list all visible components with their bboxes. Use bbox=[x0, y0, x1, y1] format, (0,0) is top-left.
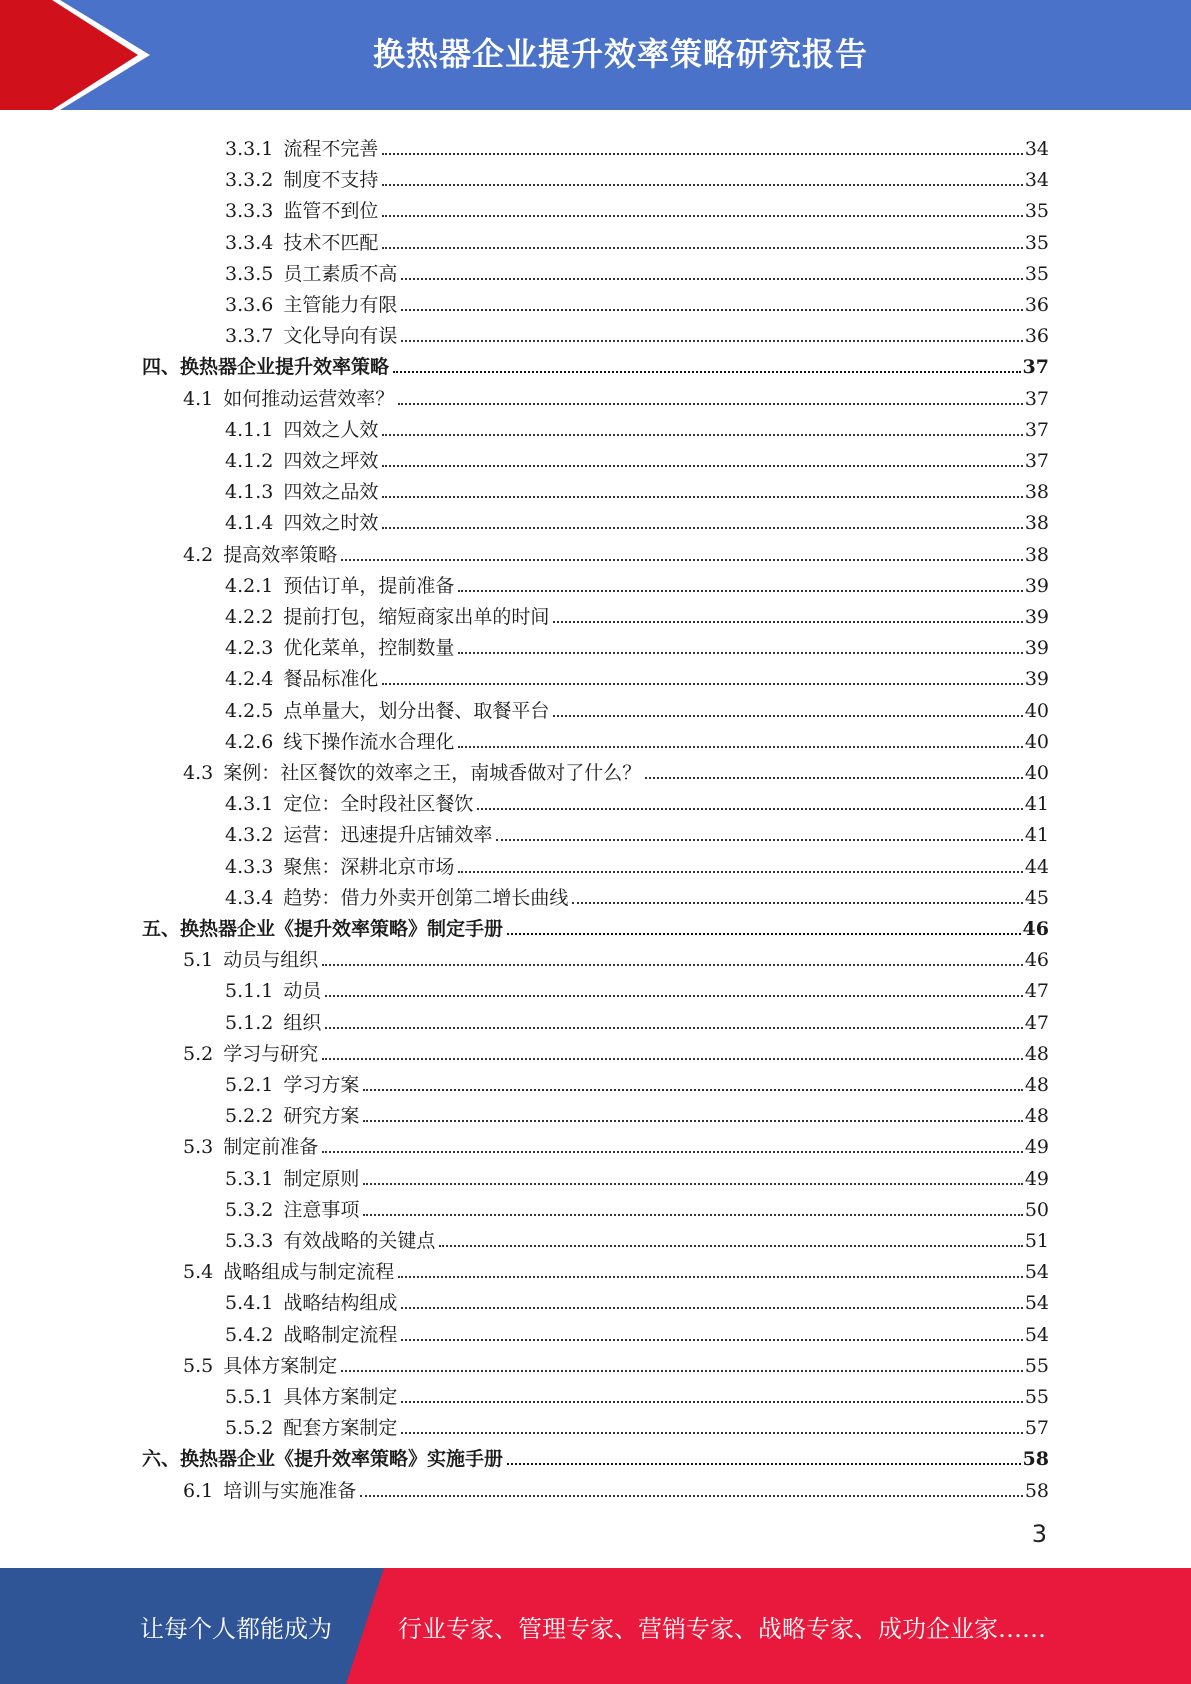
toc-number: 5.3.1 bbox=[225, 1167, 274, 1190]
toc-section[interactable] bbox=[183, 378, 1049, 409]
toc-page-number: 35 bbox=[1024, 231, 1049, 254]
toc-page-number: 39 bbox=[1024, 668, 1049, 691]
toc-page-number: 54 bbox=[1024, 1323, 1049, 1346]
toc-page-number: 51 bbox=[1024, 1230, 1049, 1252]
toc-page-number: 57 bbox=[1024, 1417, 1049, 1440]
toc-subsection[interactable] bbox=[225, 658, 1049, 689]
toc-number: 5.3.3 bbox=[225, 1230, 274, 1252]
toc-label: 提前打包，缩短商家出单的时间 bbox=[283, 606, 550, 628]
toc-page-number: 47 bbox=[1024, 980, 1049, 1003]
toc-number: 5.3 bbox=[183, 1136, 214, 1159]
toc-dot-leader bbox=[398, 403, 1023, 405]
toc-subsection[interactable] bbox=[225, 159, 1049, 190]
toc-number: 3.3.6 bbox=[225, 294, 274, 316]
toc-page-number: 45 bbox=[1024, 886, 1049, 909]
toc-subsection[interactable] bbox=[225, 190, 1049, 221]
toc-number: 4.2.6 bbox=[225, 730, 274, 753]
toc-subsection[interactable] bbox=[225, 1282, 1049, 1313]
toc-dot-leader bbox=[401, 309, 1022, 311]
toc-dot-leader bbox=[382, 465, 1022, 467]
toc-page-number: 34 bbox=[1024, 169, 1049, 192]
toc-page-number: 47 bbox=[1024, 1011, 1049, 1034]
toc-number: 5.5.1 bbox=[225, 1386, 274, 1408]
toc-page-number: 35 bbox=[1024, 200, 1049, 223]
toc-dot-leader bbox=[401, 340, 1022, 342]
toc-page-number: 44 bbox=[1024, 855, 1049, 878]
toc-page-number: 37 bbox=[1024, 418, 1049, 441]
toc-chapter[interactable] bbox=[142, 1438, 1049, 1469]
toc-dot-leader bbox=[363, 1089, 1022, 1091]
toc-number: 5.2.2 bbox=[225, 1105, 274, 1128]
toc-subsection[interactable] bbox=[225, 565, 1049, 596]
toc-dot-leader bbox=[553, 621, 1022, 623]
toc-number: 5.3.2 bbox=[225, 1198, 274, 1221]
toc-section[interactable] bbox=[183, 1033, 1049, 1064]
toc-label: 员工素质不高 bbox=[283, 262, 398, 285]
toc-label: 战略组成与制定流程 bbox=[223, 1261, 395, 1284]
toc-section[interactable] bbox=[183, 752, 1049, 783]
toc-page-number: 58 bbox=[1022, 1448, 1049, 1471]
footer-slogan-right: 行业专家、管理专家、营销专家、战略专家、成功企业家…… bbox=[398, 1614, 1046, 1643]
page-number: 3 bbox=[1031, 1520, 1047, 1548]
toc-page-number: 39 bbox=[1024, 574, 1049, 597]
toc-number: 4.2.2 bbox=[225, 606, 274, 628]
toc-dot-leader bbox=[382, 184, 1022, 186]
toc-number: 3.3.7 bbox=[225, 325, 274, 348]
toc-label: 四效之品效 bbox=[283, 481, 379, 504]
toc-label: 动员 bbox=[283, 980, 322, 1003]
toc-page-number: 40 bbox=[1024, 730, 1049, 753]
toc-dot-leader bbox=[382, 215, 1022, 217]
toc-subsection[interactable] bbox=[225, 1376, 1049, 1407]
toc-number: 5.4.2 bbox=[225, 1323, 274, 1346]
toc-page-number: 48 bbox=[1024, 1042, 1049, 1065]
toc-label: 案例：社区餐饮的效率之王，南城香做对了什么？ bbox=[223, 762, 642, 784]
toc-label: 组织 bbox=[283, 1011, 322, 1034]
toc-number: 6.1 bbox=[183, 1479, 214, 1502]
toc-page-number: 38 bbox=[1024, 543, 1049, 566]
toc-dot-leader bbox=[325, 995, 1022, 997]
toc-dot-leader bbox=[341, 559, 1023, 561]
toc-label: 学习与研究 bbox=[223, 1042, 319, 1065]
toc-label: 优化菜单，控制数量 bbox=[283, 637, 455, 660]
toc-label: 文化导向有误 bbox=[283, 325, 398, 348]
toc-number: 4.3.3 bbox=[225, 855, 274, 878]
toc-number: 3.3.4 bbox=[225, 231, 274, 254]
toc-dot-leader bbox=[393, 371, 1021, 373]
toc-number: 5.4.1 bbox=[225, 1292, 274, 1315]
toc-dot-leader bbox=[322, 1151, 1023, 1153]
toc-subsection[interactable] bbox=[225, 128, 1049, 159]
toc-label: 配套方案制定 bbox=[283, 1417, 398, 1440]
toc-page-number: 35 bbox=[1024, 262, 1049, 285]
toc-section[interactable] bbox=[183, 1251, 1049, 1282]
toc-label: 制度不支持 bbox=[283, 169, 379, 192]
toc-page-number: 46 bbox=[1022, 918, 1049, 940]
toc-label: 技术不匹配 bbox=[283, 231, 379, 254]
toc-page-number: 40 bbox=[1024, 699, 1049, 722]
toc-subsection[interactable] bbox=[225, 502, 1049, 533]
toc-number: 4.3 bbox=[183, 762, 214, 784]
toc-subsection[interactable] bbox=[225, 409, 1049, 440]
toc-number: 5.2 bbox=[183, 1042, 214, 1065]
toc-chapter[interactable] bbox=[142, 908, 1049, 939]
toc-number: 4.2.1 bbox=[225, 574, 274, 597]
toc-subsection[interactable] bbox=[225, 1220, 1049, 1251]
toc-number: 4.1.2 bbox=[225, 450, 274, 472]
toc-dot-leader bbox=[458, 871, 1022, 873]
toc-subsection[interactable] bbox=[225, 222, 1049, 253]
toc-number: 5.5 bbox=[183, 1354, 214, 1377]
toc-chapter[interactable] bbox=[142, 346, 1049, 377]
toc-number: 4.2.3 bbox=[225, 637, 274, 660]
toc-label: 四效之时效 bbox=[283, 512, 379, 535]
toc-label: 有效战略的关键点 bbox=[283, 1230, 436, 1252]
toc-label: 六、换热器企业《提升效率策略》实施手册 bbox=[142, 1448, 504, 1471]
toc-section[interactable] bbox=[183, 1126, 1049, 1157]
toc-dot-leader bbox=[507, 1463, 1021, 1465]
toc-number: 4.2 bbox=[183, 543, 214, 566]
toc-number: 5.2.1 bbox=[225, 1074, 274, 1096]
toc-page-number: 49 bbox=[1024, 1167, 1049, 1190]
toc-label: 五、换热器企业《提升效率策略》制定手册 bbox=[142, 918, 504, 940]
toc-number: 4.3.1 bbox=[225, 793, 274, 816]
toc-label: 具体方案制定 bbox=[223, 1354, 338, 1377]
page-footer bbox=[0, 1568, 1191, 1684]
toc-subsection[interactable] bbox=[225, 1095, 1049, 1126]
toc-dot-leader bbox=[572, 902, 1022, 904]
toc-page-number: 37 bbox=[1024, 387, 1049, 410]
toc-dot-leader bbox=[382, 683, 1022, 685]
toc-dot-leader bbox=[458, 746, 1022, 748]
toc-subsection[interactable] bbox=[225, 627, 1049, 658]
toc-label: 点单量大，划分出餐、取餐平台 bbox=[283, 699, 550, 722]
toc-label: 动员与组织 bbox=[223, 949, 319, 972]
toc-label: 四效之人效 bbox=[283, 418, 379, 441]
toc-label: 预估订单，提前准备 bbox=[283, 574, 455, 597]
toc-label: 研究方案 bbox=[283, 1105, 360, 1128]
toc-page-number: 58 bbox=[1024, 1479, 1049, 1502]
toc-page-number: 55 bbox=[1024, 1354, 1049, 1377]
toc-dot-leader bbox=[360, 1495, 1023, 1497]
toc-dot-leader bbox=[363, 1214, 1022, 1216]
toc-dot-leader bbox=[382, 496, 1022, 498]
toc-dot-leader bbox=[439, 1245, 1022, 1247]
toc-subsection[interactable] bbox=[225, 596, 1049, 627]
toc-dot-leader bbox=[401, 1432, 1022, 1434]
toc-subsection[interactable] bbox=[225, 1002, 1049, 1033]
toc-subsection[interactable] bbox=[225, 1064, 1049, 1095]
toc-subsection[interactable] bbox=[225, 690, 1049, 721]
toc-label: 餐品标准化 bbox=[283, 668, 379, 691]
toc-subsection[interactable] bbox=[225, 440, 1049, 471]
toc-dot-leader bbox=[496, 839, 1022, 841]
toc-section[interactable] bbox=[183, 534, 1049, 565]
toc-dot-leader bbox=[401, 1339, 1022, 1341]
toc-dot-leader bbox=[401, 1307, 1022, 1309]
toc-label: 聚焦：深耕北京市场 bbox=[283, 855, 455, 878]
toc-label: 主管能力有限 bbox=[283, 294, 398, 316]
toc-number: 3.3.2 bbox=[225, 169, 274, 192]
toc-label: 趋势：借力外卖开创第二增长曲线 bbox=[283, 886, 569, 909]
toc-label: 培训与实施准备 bbox=[223, 1479, 357, 1502]
toc-number: 4.3.4 bbox=[225, 886, 274, 909]
page-header bbox=[0, 0, 1191, 110]
toc-label: 注意事项 bbox=[283, 1198, 360, 1221]
toc-section[interactable] bbox=[183, 939, 1049, 970]
toc-page-number: 39 bbox=[1024, 606, 1049, 628]
toc-section[interactable] bbox=[183, 1345, 1049, 1376]
toc-dot-leader bbox=[363, 1120, 1022, 1122]
toc-subsection[interactable] bbox=[225, 877, 1049, 908]
toc-number: 4.1.4 bbox=[225, 512, 274, 535]
toc-subsection[interactable] bbox=[225, 970, 1049, 1001]
toc-number: 3.3.5 bbox=[225, 262, 274, 285]
toc-page-number: 46 bbox=[1024, 949, 1049, 972]
toc-label: 战略制定流程 bbox=[283, 1323, 398, 1346]
toc-subsection[interactable] bbox=[225, 846, 1049, 877]
toc-label: 运营：迅速提升店铺效率 bbox=[283, 824, 493, 847]
toc-page-number: 41 bbox=[1024, 793, 1049, 816]
toc-number: 5.1.1 bbox=[225, 980, 274, 1003]
toc-number: 4.1.3 bbox=[225, 481, 274, 504]
toc-page-number: 38 bbox=[1024, 512, 1049, 535]
toc-dot-leader bbox=[458, 590, 1022, 592]
toc-label: 四、换热器企业提升效率策略 bbox=[142, 356, 390, 379]
toc-page-number: 55 bbox=[1024, 1386, 1049, 1408]
toc-dot-leader bbox=[398, 1276, 1023, 1278]
toc-page-number: 37 bbox=[1022, 356, 1049, 379]
toc-label: 战略结构组成 bbox=[283, 1292, 398, 1315]
toc-dot-leader bbox=[322, 1058, 1023, 1060]
toc-number: 5.1 bbox=[183, 949, 214, 972]
toc-page-number: 50 bbox=[1024, 1198, 1049, 1221]
toc-dot-leader bbox=[382, 434, 1022, 436]
toc-page-number: 49 bbox=[1024, 1136, 1049, 1159]
toc-dot-leader bbox=[458, 652, 1022, 654]
header-title: 换热器企业提升效率策略研究报告 bbox=[372, 35, 868, 73]
toc-dot-leader bbox=[363, 1183, 1022, 1185]
toc-page-number: 41 bbox=[1024, 824, 1049, 847]
toc-number: 5.1.2 bbox=[225, 1011, 274, 1034]
toc-dot-leader bbox=[382, 153, 1022, 155]
toc-label: 提高效率策略 bbox=[223, 543, 338, 566]
toc-section[interactable] bbox=[183, 1470, 1049, 1501]
toc-number: 4.1.1 bbox=[225, 418, 274, 441]
toc-subsection[interactable] bbox=[225, 1407, 1049, 1438]
toc-subsection[interactable] bbox=[225, 814, 1049, 845]
footer-slogan-left: 让每个人都能成为 bbox=[140, 1614, 332, 1643]
toc-page-number: 36 bbox=[1024, 294, 1049, 316]
toc-dot-leader bbox=[507, 933, 1021, 935]
toc-label: 制定原则 bbox=[283, 1167, 360, 1190]
toc-page-number: 39 bbox=[1024, 637, 1049, 660]
toc-label: 流程不完善 bbox=[283, 138, 379, 160]
toc-number: 4.2.5 bbox=[225, 699, 274, 722]
toc-dot-leader bbox=[382, 247, 1022, 249]
toc-label: 定位：全时段社区餐饮 bbox=[283, 793, 474, 816]
toc-page-number: 34 bbox=[1024, 138, 1049, 160]
toc-label: 线下操作流水合理化 bbox=[283, 730, 455, 753]
toc-subsection[interactable] bbox=[225, 1314, 1049, 1345]
toc-page-number: 48 bbox=[1024, 1074, 1049, 1096]
toc-subsection[interactable] bbox=[225, 284, 1049, 315]
toc-subsection[interactable] bbox=[225, 1189, 1049, 1220]
toc-subsection[interactable] bbox=[225, 253, 1049, 284]
toc-dot-leader bbox=[322, 964, 1023, 966]
toc-subsection[interactable] bbox=[225, 721, 1049, 752]
toc-page-number: 38 bbox=[1024, 481, 1049, 504]
toc-page-number: 54 bbox=[1024, 1261, 1049, 1284]
toc-number: 3.3.3 bbox=[225, 200, 274, 223]
toc-number: 4.3.2 bbox=[225, 824, 274, 847]
toc-label: 具体方案制定 bbox=[283, 1386, 398, 1408]
toc-subsection[interactable] bbox=[225, 471, 1049, 502]
toc-number: 4.1 bbox=[183, 387, 214, 410]
toc-dot-leader bbox=[645, 777, 1023, 779]
toc-label: 学习方案 bbox=[283, 1074, 360, 1096]
toc-dot-leader bbox=[553, 715, 1022, 717]
toc-subsection[interactable] bbox=[225, 783, 1049, 814]
toc-page-number: 40 bbox=[1024, 762, 1049, 784]
toc-dot-leader bbox=[341, 1370, 1023, 1372]
toc-dot-leader bbox=[477, 808, 1022, 810]
toc-page-number: 54 bbox=[1024, 1292, 1049, 1315]
toc-subsection[interactable] bbox=[225, 1158, 1049, 1189]
toc-page-number: 48 bbox=[1024, 1105, 1049, 1128]
toc-number: 5.4 bbox=[183, 1261, 214, 1284]
toc-number: 4.2.4 bbox=[225, 668, 274, 691]
toc-page-number: 36 bbox=[1024, 325, 1049, 348]
toc-number: 5.5.2 bbox=[225, 1417, 274, 1440]
toc-dot-leader bbox=[401, 1401, 1022, 1403]
toc-label: 制定前准备 bbox=[223, 1136, 319, 1159]
toc-number: 3.3.1 bbox=[225, 138, 274, 160]
toc-page-number: 37 bbox=[1024, 450, 1049, 472]
toc-label: 监管不到位 bbox=[283, 200, 379, 223]
toc-subsection[interactable] bbox=[225, 315, 1049, 346]
toc-label: 四效之坪效 bbox=[283, 450, 379, 472]
toc-dot-leader bbox=[382, 527, 1022, 529]
toc-dot-leader bbox=[401, 278, 1022, 280]
toc-label: 如何推动运营效率？ bbox=[223, 387, 395, 410]
toc-dot-leader bbox=[325, 1027, 1022, 1029]
